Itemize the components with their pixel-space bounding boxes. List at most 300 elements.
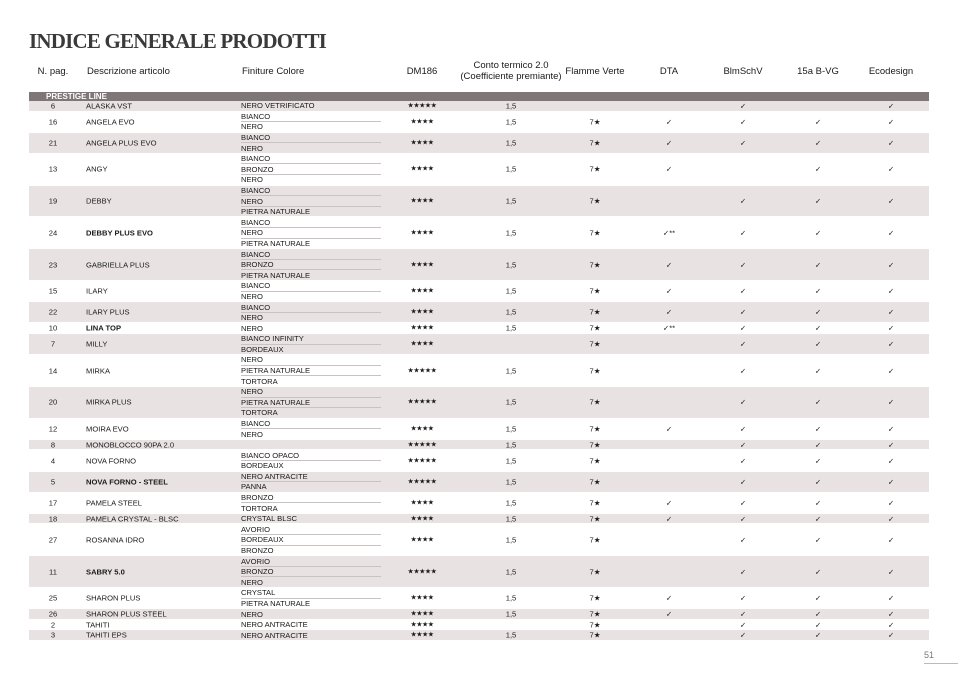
finish-color: BORDEAUX [241,344,284,354]
table-row [29,302,929,323]
conto-cell: 1,5 [505,164,517,174]
product-name: TAHITI EPS [86,630,127,640]
product-name: ILARY PLUS [86,307,130,317]
dm186-rating: ★★★★ [410,324,434,332]
product-name: NOVA FORNO - STEEL [86,477,168,487]
dta-cell: ✓ [665,138,673,148]
conto-cell: 1,5 [505,514,517,524]
finish-color: BRONZO [241,545,274,555]
finish-color: BIANCO [241,133,381,144]
conto-cell: 1,5 [505,196,517,206]
page-cell: 11 [49,567,57,577]
finish-color: NERO [241,196,381,207]
dta-cell: ✓ [665,609,673,619]
flamme-cell: 7★ [589,286,601,296]
conto-cell: 1,5 [505,477,517,487]
finish-color: CRYSTAL BLSC [241,514,297,524]
conto-cell: 1,5 [505,260,517,270]
bvg-cell: ✓ [814,440,822,450]
blmschv-cell: ✓ [739,101,747,111]
finishes-list [241,355,381,386]
finish-color: BIANCO [241,112,381,123]
finishes-list [241,630,381,640]
flamme-cell: 7★ [589,609,601,619]
page-cell: 25 [48,593,58,603]
page-number: 51 [924,650,958,664]
finish-color: AVORIO [241,524,381,535]
page-cell: 2 [50,620,56,629]
header-dm186: DM186 [406,66,438,77]
product-name: MOIRA EVO [86,424,129,434]
dm186-rating: ★★★★★ [407,398,437,406]
bvg-cell: ✓ [814,477,822,487]
product-name: ANGELA PLUS EVO [86,138,157,148]
ecodesign-cell: ✓ [887,260,895,270]
blmschv-cell: ✓ [739,567,747,577]
dm186-rating: ★★★★ [410,287,434,295]
page-cell: 12 [48,424,58,434]
product-name: LINA TOP [86,323,122,333]
dm186-rating: ★★★★★ [407,367,437,375]
dm186-rating: ★★★★ [410,631,434,639]
finishes-list [241,323,381,333]
section-title: PRESTIGE LINE [46,92,107,101]
finish-color: BIANCO [241,302,381,313]
finish-color: NERO [241,429,263,439]
finishes-list [241,609,381,619]
finishes-list [241,112,381,132]
table-row [29,133,929,154]
conto-cell: 1,5 [505,307,517,317]
table-row [29,588,929,609]
dm186-rating: ★★★★★ [407,441,437,449]
flamme-cell: 7★ [589,366,601,376]
finish-color: NERO [241,323,263,333]
ecodesign-cell: ✓ [887,514,895,524]
blmschv-cell: ✓ [739,307,747,317]
flamme-cell: 7★ [589,117,601,127]
page-cell: 18 [48,514,58,524]
dta-cell: ✓ [665,286,673,296]
ecodesign-cell: ✓ [887,498,895,508]
flamme-cell: 7★ [589,477,601,487]
product-name: SHARON PLUS STEEL [86,609,167,619]
finishes-list [241,302,381,322]
header-conto-2: (Coefficiente premiante) [460,71,562,82]
bvg-cell: ✓ [814,630,822,640]
finish-color: NERO [241,355,381,366]
bvg-cell: ✓ [814,196,822,206]
blmschv-cell: ✓ [739,366,747,376]
page-cell: 14 [48,366,58,376]
blmschv-cell: ✓ [739,593,747,603]
ecodesign-cell: ✓ [887,593,895,603]
dm186-rating: ★★★★ [410,165,434,173]
table-row [29,101,929,112]
table-row [29,355,929,387]
bvg-cell: ✓ [814,535,822,545]
finish-color [241,440,381,450]
flamme-cell: 7★ [589,593,601,603]
blmschv-cell: ✓ [739,477,747,487]
finish-color: BRONZO [241,567,381,578]
table-row [29,440,929,451]
finish-color: PIETRA NATURALE [241,398,381,409]
bvg-cell: ✓ [814,620,822,629]
finish-color: TORTORA [241,503,278,513]
finish-color: NERO [241,291,263,301]
finish-color: BORDEAUX [241,461,284,471]
bvg-cell: ✓ [814,366,822,376]
bvg-cell: ✓ [814,228,822,238]
blmschv-cell: ✓ [739,514,747,524]
product-name: PAMELA STEEL [86,498,142,508]
table-row [29,524,929,556]
finish-color: BIANCO [241,217,381,228]
flamme-cell: 7★ [589,498,601,508]
blmschv-cell: ✓ [739,609,747,619]
dm186-rating: ★★★★★ [407,568,437,576]
blmschv-cell: ✓ [739,424,747,434]
flamme-cell: 7★ [589,228,601,238]
ecodesign-cell: ✓ [887,567,895,577]
page-cell: 16 [48,117,58,127]
ecodesign-cell: ✓ [887,101,895,111]
table-row [29,514,929,525]
finish-color: NERO [241,577,263,587]
finish-color: NERO [241,387,381,398]
finish-color: NERO [241,609,263,619]
ecodesign-cell: ✓ [887,456,895,465]
conto-cell: 1,5 [505,138,517,148]
ecodesign-cell: ✓ [887,609,895,619]
dm186-rating: ★★★★★ [407,478,437,486]
ecodesign-cell: ✓ [887,164,895,174]
page-cell: 27 [48,535,58,545]
ecodesign-cell: ✓ [887,286,895,296]
dm186-rating: ★★★★ [410,308,434,316]
finish-color: NERO [241,313,263,323]
conto-cell: 1,5 [505,323,517,333]
flamme-cell: 7★ [589,196,601,206]
table-row [29,472,929,493]
table-row [29,112,929,133]
blmschv-cell: ✓ [739,286,747,296]
bvg-cell: ✓ [814,117,822,127]
page-cell: 15 [48,286,58,296]
section-bar [29,92,929,101]
finishes-list [241,217,381,248]
bvg-cell: ✓ [814,498,822,508]
conto-cell: 1,5 [505,366,517,376]
page-cell: 22 [48,307,58,317]
page-cell: 21 [48,138,58,148]
product-name: DEBBY PLUS EVO [86,228,153,238]
flamme-cell: 7★ [589,164,601,174]
bvg-cell: ✓ [814,138,822,148]
conto-cell: 1,5 [505,498,517,508]
finish-color: PIETRA NATURALE [241,238,311,248]
ecodesign-cell: ✓ [887,366,895,376]
table-row [29,609,929,620]
bvg-cell: ✓ [814,456,822,465]
ecodesign-cell: ✓ [887,138,895,148]
product-table [29,101,929,641]
page-cell: 4 [50,456,56,465]
finishes-list [241,514,381,524]
blmschv-cell: ✓ [739,323,747,333]
bvg-cell: ✓ [814,397,822,407]
finish-color: BIANCO OPACO [241,450,381,461]
finish-color: BIANCO INFINITY [241,334,381,345]
finish-color: BIANCO [241,281,381,292]
finishes-list [241,440,381,450]
header-dta: DTA [659,66,679,77]
finish-color: BRONZO [241,260,381,271]
table-row [29,387,929,419]
page-cell: 3 [50,630,56,640]
blmschv-cell: ✓ [739,498,747,508]
finish-color: PANNA [241,482,267,492]
flamme-cell: 7★ [589,630,601,640]
finish-color: BIANCO [241,419,381,430]
finishes-list [241,101,381,111]
bvg-cell: ✓ [814,323,822,333]
conto-cell: 1,5 [505,535,517,545]
table-row [29,556,929,588]
dm186-rating: ★★★★ [410,515,434,523]
finish-color: NERO VETRIFICATO [241,101,315,111]
table-row [29,217,929,249]
product-name: TAHITI [86,620,110,629]
page-cell: 13 [48,164,58,174]
flamme-cell: 7★ [589,620,601,629]
finishes-list [241,524,381,555]
product-name: SHARON PLUS [86,593,141,603]
conto-cell: 1,5 [505,286,517,296]
page-cell: 26 [48,609,58,619]
finish-color: PIETRA NATURALE [241,366,381,377]
header-blmschv: BlmSchV [723,66,763,77]
blmschv-cell: ✓ [739,440,747,450]
bvg-cell: ✓ [814,260,822,270]
dta-cell: ✓ [665,307,673,317]
dm186-rating: ★★★★ [410,340,434,348]
dm186-rating: ★★★★ [410,118,434,126]
header-desc: Descrizione articolo [87,66,170,77]
table-row [29,630,929,641]
product-name: SABRY 5.0 [86,567,125,577]
blmschv-cell: ✓ [739,228,747,238]
finish-color: NERO [241,175,263,185]
dta-cell: ✓ [665,424,673,434]
header-conto-1: Conto termico 2.0 [473,60,549,71]
blmschv-cell: ✓ [739,620,747,629]
conto-cell: 1,5 [505,593,517,603]
page-cell: 6 [50,101,56,111]
conto-cell: 1,5 [505,117,517,127]
flamme-cell: 7★ [589,535,601,545]
table-row [29,620,929,631]
product-name: ROSANNA IDRO [86,535,145,545]
ecodesign-cell: ✓ [887,196,895,206]
finish-color: NERO [241,143,263,153]
finish-color: NERO ANTRACITE [241,472,381,483]
flamme-cell: 7★ [589,339,601,349]
ecodesign-cell: ✓ [887,228,895,238]
finish-color: AVORIO [241,556,381,567]
bvg-cell: ✓ [814,593,822,603]
finishes-list [241,133,381,153]
dta-cell: ✓ [665,117,673,127]
flamme-cell: 7★ [589,514,601,524]
dm186-rating: ★★★★★ [407,102,437,110]
blmschv-cell: ✓ [739,117,747,127]
ecodesign-cell: ✓ [887,630,895,640]
blmschv-cell: ✓ [739,397,747,407]
bvg-cell: ✓ [814,339,822,349]
page-cell: 17 [48,498,58,508]
flamme-cell: 7★ [589,138,601,148]
ecodesign-cell: ✓ [887,477,895,487]
blmschv-cell: ✓ [739,196,747,206]
finish-color: BIANCO [241,186,381,197]
blmschv-cell: ✓ [739,535,747,545]
dm186-rating: ★★★★ [410,621,434,628]
finish-color: NERO [241,122,263,132]
dta-cell: ✓ [665,164,673,174]
dta-cell: ✓ [665,593,673,603]
conto-cell: 1,5 [505,456,517,465]
header-15a-bvg: 15a B-VG [797,66,839,77]
product-name: GABRIELLA PLUS [86,260,150,270]
flamme-cell: 7★ [589,307,601,317]
dm186-rating: ★★★★ [410,610,434,618]
blmschv-cell: ✓ [739,339,747,349]
flamme-cell: 7★ [589,456,601,465]
conto-cell: 1,5 [505,440,517,450]
dm186-rating: ★★★★ [410,139,434,147]
conto-cell: 1,5 [505,397,517,407]
dm186-rating: ★★★★ [410,536,434,544]
table-row [29,323,929,334]
finishes-list [241,387,381,418]
header-ecodesign: Ecodesign [868,66,914,77]
ecodesign-cell: ✓ [887,424,895,434]
table-row [29,154,929,186]
blmschv-cell: ✓ [739,630,747,640]
ecodesign-cell: ✓ [887,620,895,629]
blmschv-cell: ✓ [739,456,747,465]
page-cell: 20 [48,397,58,407]
dta-cell: ✓ [665,498,673,508]
finishes-list [241,154,381,185]
bvg-cell: ✓ [814,307,822,317]
ecodesign-cell: ✓ [887,117,895,127]
ecodesign-cell: ✓ [887,397,895,407]
product-name: MIRKA [86,366,111,376]
conto-cell: 1,5 [505,101,517,111]
finishes-list [241,281,381,301]
product-name: ANGELA EVO [86,117,135,127]
page-cell: 23 [48,260,58,270]
conto-cell: 1,5 [505,567,517,577]
bvg-cell: ✓ [814,609,822,619]
finish-color: NERO [241,228,381,239]
finishes-list [241,556,381,587]
product-name: ANGY [86,164,108,174]
dta-cell: ✓** [662,323,676,333]
finish-color: BORDEAUX [241,535,381,546]
bvg-cell: ✓ [814,164,822,174]
finish-color: TORTORA [241,376,278,386]
dm186-rating: ★★★★★ [407,457,437,464]
product-name: ALASKA VST [86,101,133,111]
finishes-list [241,419,381,439]
page-cell: 8 [50,440,56,450]
ecodesign-cell: ✓ [887,307,895,317]
table-row [29,186,929,218]
header-npag: N. pag. [37,66,69,77]
product-name: NOVA FORNO [86,456,137,465]
bvg-cell: ✓ [814,567,822,577]
finish-color: NERO ANTRACITE [241,620,308,629]
dm186-rating: ★★★★ [410,197,434,205]
page-cell: 10 [48,323,58,333]
dm186-rating: ★★★★ [410,261,434,269]
bvg-cell: ✓ [814,286,822,296]
finish-color: PIETRA NATURALE [241,270,311,280]
conto-cell: 1,5 [505,228,517,238]
finishes-list [241,334,381,354]
finish-color: NERO ANTRACITE [241,630,308,640]
page-cell: 24 [48,228,58,238]
product-name: ILARY [86,286,108,296]
conto-cell: 1,5 [505,424,517,434]
table-row [29,334,929,355]
dm186-rating: ★★★★ [410,229,434,237]
finishes-list [241,450,381,470]
finishes-list [241,493,381,513]
dta-cell: ✓ [665,260,673,270]
ecodesign-cell: ✓ [887,440,895,450]
finish-color: PIETRA NATURALE [241,598,311,608]
page-cell: 7 [50,339,56,349]
flamme-cell: 7★ [589,323,601,333]
ecodesign-cell: ✓ [887,339,895,349]
bvg-cell: ✓ [814,424,822,434]
product-name: MIRKA PLUS [86,397,132,407]
product-name: PAMELA CRYSTAL - BLSC [86,514,179,524]
finishes-list [241,588,381,608]
conto-cell: 1,5 [505,609,517,619]
ecodesign-cell: ✓ [887,323,895,333]
table-header [0,58,959,88]
product-name: MILLY [86,339,108,349]
dm186-rating: ★★★★ [410,499,434,507]
dm186-rating: ★★★★ [410,425,434,433]
product-name: DEBBY [86,196,112,206]
table-row [29,493,929,514]
header-finiture: Finiture Colore [242,66,305,77]
page-cell: 5 [50,477,56,487]
finish-color: CRYSTAL [241,588,381,599]
flamme-cell: 7★ [589,424,601,434]
finishes-list [241,472,381,492]
ecodesign-cell: ✓ [887,535,895,545]
blmschv-cell: ✓ [739,138,747,148]
bvg-cell: ✓ [814,514,822,524]
